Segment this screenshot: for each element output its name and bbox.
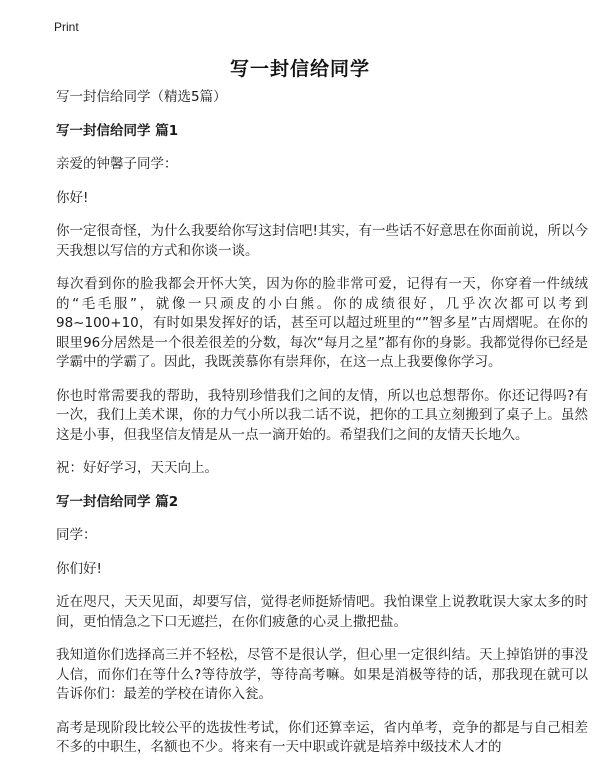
greeting-1: 你好!: [56, 189, 89, 206]
document-title: 写一封信给同学: [229, 58, 370, 80]
salutation-2: 同学：: [56, 527, 97, 543]
paragraph: 你一定很奇怪，为什么我要给你写这封信吧!其实，有一些话不好意思在你面前说，所以今天我想以写信的方式和你谈一谈。: [56, 223, 588, 259]
salutation-1: 亲爱的钟馨子同学：: [56, 156, 178, 172]
closing-1: 祝：好好学习，天天向上。: [56, 460, 218, 476]
paragraph: 你也时常需要我的帮助，我特别珍惜我们之间的友情，所以也总想帮你。你还记得吗?有一次，我们上美术课，你的力气小所以我二话不说，把你的工具立刻搬到了桌子上。虽然这是小事，但我坚信友情是从一点一滴开始的。希望我们之间的友情天长地久。: [56, 387, 588, 443]
print-link[interactable]: Print: [54, 20, 79, 34]
greeting-2: 你们好!: [56, 560, 102, 577]
paragraph: 每次看到你的脸我都会开怀大笑，因为你的脸非常可爱，记得有一天，你穿着一件绒绒的“毛毛服”，就像一只顽皮的小白熊。你的成绩很好，几乎次次都可以考到98~100+10，有时如果发挥好的话，甚至可以超过班里的“”智多星”古周熠呢。在你的眼里96分居然是一个很差很差的分数，每次“每月之星”都有你的身影。我都觉得你已经是学霸中的学霸了。因此，我既羡慕你有崇拜你，在这一点上我要像你学习。: [56, 276, 588, 370]
document-body: [56, 88, 588, 772]
section-heading-1: 写一封信给同学 篇1: [56, 122, 179, 139]
section-heading-2: 写一封信给同学 篇2: [56, 493, 179, 510]
paragraph: 高考是现阶段比较公平的选拔性考试，你们还算幸运，省内单考，竞争的都是与自己相差不多的中职生，名额也不少。将来有一天中职或许就是培养中级技术人才的: [56, 719, 588, 755]
paragraph: 我知道你们选择高三并不轻松，尽管不是很认学，但心里一定很纠结。天上掉馅饼的事没人信，而你们在等什么?等待放学，等待高考嘛。如果是消极等待的话，那我现在就可以告诉你们：最差的学校在请你入瓮。: [56, 647, 588, 702]
document-subtitle: 写一封信给同学（精选5篇）: [56, 89, 227, 105]
paragraph: 近在咫尺，天天见面，却要写信，觉得老师挺矫情吧。我怕课堂上说教耽误大家太多的时间，更怕情急之下口无遮拦，在你们疲惫的心灵上撒把盐。: [56, 594, 588, 630]
